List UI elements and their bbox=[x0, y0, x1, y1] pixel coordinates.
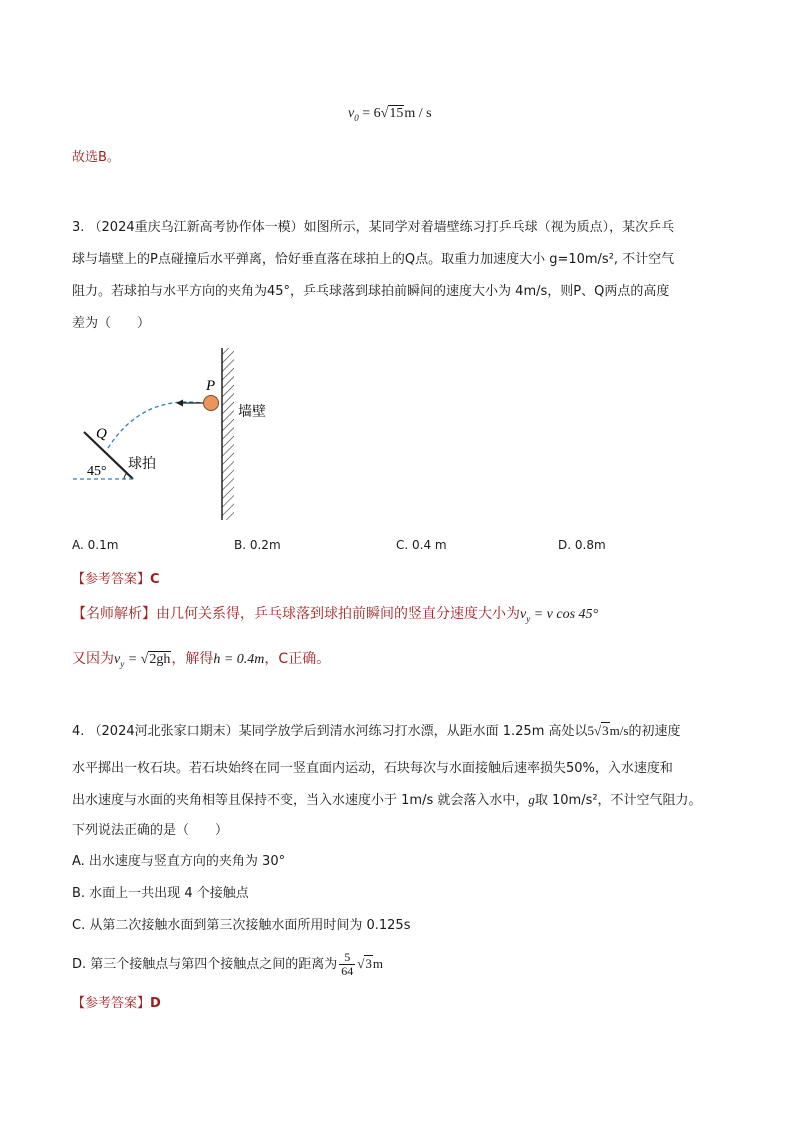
q4-option-d-den: 64 bbox=[341, 964, 354, 978]
q4-option-d-num: 5 bbox=[339, 951, 355, 965]
wall-hatch bbox=[222, 348, 234, 520]
q4-option-c: C. 从第二次接触水面到第三次接触水面所用时间为 0.125s bbox=[72, 918, 411, 933]
q4-stem-line3-pre: 出水速度与水面的夹角相等且保持不变，当入水速度小于 1m/s 就会落入水中， bbox=[72, 793, 529, 808]
q3-answer-value: C bbox=[150, 572, 160, 587]
ball-p bbox=[204, 396, 219, 411]
q3-figure bbox=[70, 345, 300, 525]
q3-analysis2-formula: 2gh bbox=[149, 652, 171, 667]
q4-answer-value: D bbox=[150, 996, 161, 1011]
formula-v0-eq: = 6 bbox=[358, 106, 381, 121]
q4-stem-line2: 水平掷出一枚石块。若石块始终在同一竖直面内运动，石块每次与水面接触后速率损失50%，入水速度和 bbox=[72, 761, 673, 776]
label-q: Q bbox=[96, 426, 107, 442]
label-p: P bbox=[206, 378, 216, 394]
arrow-head bbox=[176, 400, 183, 407]
q4-option-d-pre: D. 第三个接触点与第四个接触点之间的距离为 bbox=[72, 957, 338, 972]
q4-speed-unit: m/s bbox=[609, 723, 629, 738]
q4-stem-line3-post: 取 10m/s²，不计空气阻力。 bbox=[534, 793, 702, 808]
q3-analysis2-result: h = 0.4m bbox=[213, 652, 265, 667]
q3-option-c: C. 0.4 m bbox=[396, 538, 447, 552]
q4-option-d: D. 第三个接触点与第四个接触点之间的距离为 $\frac{5}{64}$ √3m bbox=[72, 950, 384, 978]
formula-v0-lhs: v bbox=[348, 106, 355, 121]
formula-v0-unit: m / s bbox=[404, 106, 432, 121]
q4-speed-rad: 3 bbox=[602, 723, 609, 738]
q3-stem-line4: 差为（ ） bbox=[72, 316, 151, 331]
q4-option-a: A. 出水速度与竖直方向的夹角为 30° bbox=[72, 854, 286, 869]
q3-answer bbox=[72, 568, 160, 587]
q3-analysis2-post: ，C正确。 bbox=[264, 651, 331, 667]
q3-analysis-text: 由几何关系得，乒乓球落到球拍前瞬间的竖直分速度大小为 bbox=[156, 606, 520, 622]
q3-stem-line3: 阻力。若球拍与水平方向的夹角为45°，乒乓球落到球拍前瞬间的速度大小为 4m/s，则P、Q两点的高度 bbox=[72, 284, 670, 299]
label-angle: 45° bbox=[87, 464, 107, 479]
label-racket: 球拍 bbox=[128, 456, 156, 472]
q4-option-b: B. 水面上一共出现 4 个接触点 bbox=[72, 886, 249, 901]
q4-speed-value: 5 bbox=[587, 723, 594, 738]
formula-v0-sub: 0 bbox=[354, 112, 359, 123]
q4-stem-line4: 下列说法正确的是（ ） bbox=[72, 823, 229, 838]
q3-stem-line1: 3. （2024重庆乌江新高考协作体一模）如图所示，某同学对着墙壁练习打乒乓球（视为质点），某次乒乓 bbox=[72, 220, 675, 235]
q4-answer-tag: 【参考答案】 bbox=[72, 996, 151, 1011]
q3-analysis-2: 又因为$v_y = √2gh$，解得h = 0.4m，C正确。 bbox=[72, 651, 331, 669]
q4-option-d-rad: 3 bbox=[365, 956, 372, 971]
q3-option-b: B. 0.2m bbox=[234, 538, 281, 552]
q4-answer bbox=[72, 992, 161, 1011]
q3-analysis2-pre: 又因为 bbox=[72, 651, 114, 667]
q4-g-symbol: g bbox=[528, 792, 535, 807]
q3-stem-line2: 球与墙壁上的P点碰撞后水平弹离，恰好垂直落在球拍上的Q点。取重力加速度大小 g=10m/s², 不计空气 bbox=[72, 252, 675, 267]
q3-analysis-tag: 【名师解析】 bbox=[72, 606, 156, 622]
q4-stem-line1-pre: 4. （2024河北张家口期末）某同学放学后到清水河练习打水漂，从距水面 1.25m 高处以 bbox=[72, 724, 588, 739]
q3-analysis-formula: v cos 45° bbox=[546, 607, 599, 622]
q4-stem-line1: 4. （2024河北张家口期末）某同学放学后到清水河练习打水漂，从距水面 1.25m 高处以5√3m/s的初速度 bbox=[72, 723, 681, 739]
q2-conclusion: 故选B。 bbox=[72, 150, 120, 165]
angle-arc bbox=[124, 473, 127, 479]
label-wall: 墙壁 bbox=[238, 404, 266, 420]
q4-stem-line1-post: 的初速度 bbox=[628, 724, 681, 739]
q3-option-d: D. 0.8m bbox=[558, 538, 606, 552]
q3-option-a: A. 0.1m bbox=[72, 538, 119, 552]
q3-analysis: 【名师解析】由几何关系得，乒乓球落到球拍前瞬间的竖直分速度大小为$v_y = v$ cos 45° bbox=[72, 606, 599, 624]
trajectory-arc bbox=[108, 402, 202, 448]
formula-v0-rad: 15 bbox=[389, 106, 404, 121]
q3-analysis2-mid: ，解得 bbox=[171, 651, 214, 667]
q3-answer-tag: 【参考答案】 bbox=[72, 572, 151, 587]
q4-stem-line3 bbox=[72, 790, 702, 811]
formula-v0: $v_0 = 6√15m / s$ bbox=[348, 106, 432, 123]
q4-option-d-unit: m bbox=[372, 956, 384, 971]
